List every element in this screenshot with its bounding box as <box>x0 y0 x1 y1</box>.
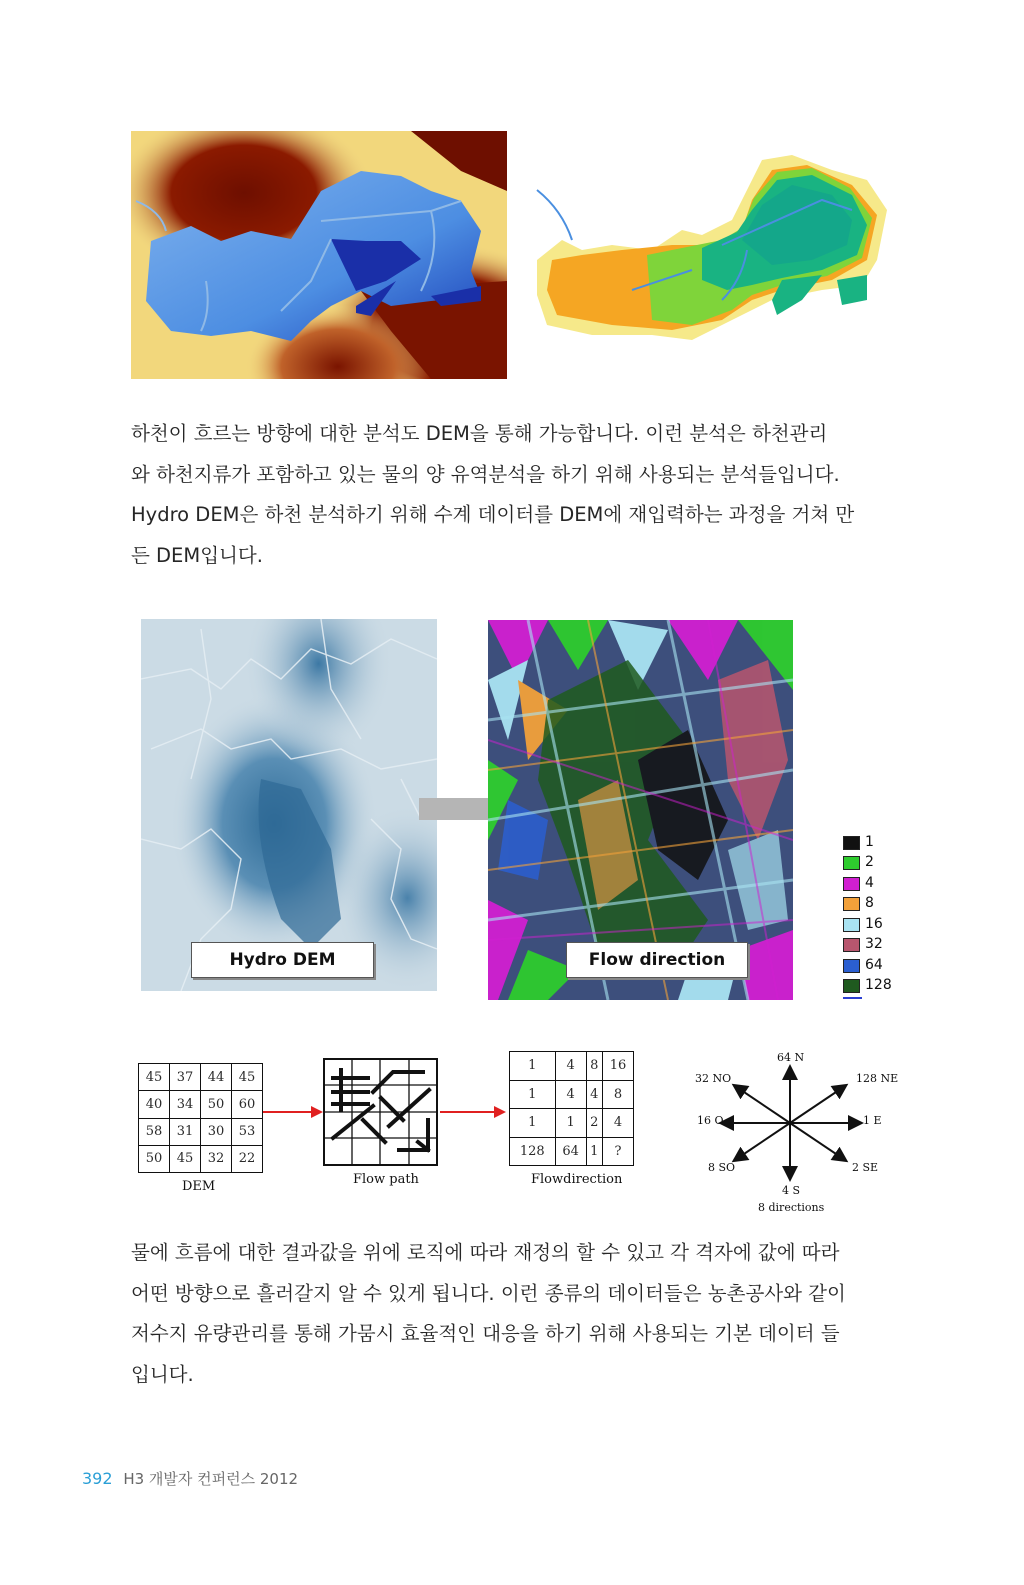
hydro-dem-map <box>141 619 437 991</box>
grid-cell: 37 <box>170 1064 201 1091</box>
grid-cell: 22 <box>232 1145 263 1172</box>
flow-path-caption: Flow path <box>353 1172 419 1187</box>
paragraph-line: 어떤 방향으로 흘러갈지 알 수 있게 됩니다. 이런 종류의 데이터들은 농촌공사와 같이 <box>131 1281 846 1305</box>
flow-direction-label: Flow direction <box>566 942 748 978</box>
legend-label: 4 <box>865 875 874 891</box>
grid-cell: 58 <box>139 1118 170 1145</box>
grid-cell: 1 <box>510 1052 556 1081</box>
grid-cell: 45 <box>170 1145 201 1172</box>
paragraph-line: 물에 흐름에 대한 결과값을 위에 로직에 따라 재정의 할 수 있고 각 격자에 값에 따라 <box>131 1241 840 1264</box>
grid-cell: 2 <box>586 1109 602 1138</box>
grid-cell: 1 <box>510 1109 556 1138</box>
legend-swatch <box>843 918 860 932</box>
legend-swatch <box>843 897 860 911</box>
compass-e-label: 1 E <box>863 1114 882 1127</box>
page-footer <box>82 1468 298 1489</box>
grid-cell: 8 <box>586 1052 602 1081</box>
grid-cell: 50 <box>201 1091 232 1118</box>
legend-label: 2 <box>865 854 874 870</box>
legend-swatch <box>843 959 860 973</box>
grid-cell: 1 <box>510 1080 556 1109</box>
grid-cell: 53 <box>232 1118 263 1145</box>
legend-label: 64 <box>865 957 883 973</box>
compass-n-label: 64 N <box>777 1051 805 1064</box>
grid-cell: 8 <box>602 1080 633 1109</box>
flow-path-diagram <box>323 1058 438 1166</box>
red-arrow-1 <box>263 1104 325 1120</box>
legend-label: 128 <box>865 977 892 993</box>
flow-direction-caption: Flowdirection <box>531 1172 623 1187</box>
compass-sw-label: 8 SO <box>708 1161 736 1174</box>
grid-cell: 128 <box>510 1137 556 1166</box>
dem-grid <box>138 1063 263 1173</box>
legend-underline <box>843 997 862 999</box>
legend-label: 32 <box>865 936 883 952</box>
hydro-dem-label: Hydro DEM <box>191 942 374 978</box>
paragraph-line: 하천이 흐르는 방향에 대한 분석도 DEM을 통해 가능합니다. 이런 분석은 하천관리 <box>131 422 828 445</box>
flow-direction-grid <box>509 1051 634 1166</box>
dem-slope-map <box>532 150 892 340</box>
grid-cell: 1 <box>555 1109 586 1138</box>
dem-caption: DEM <box>182 1179 216 1194</box>
grid-cell: 32 <box>201 1145 232 1172</box>
compass-caption: 8 directions <box>758 1201 825 1214</box>
footer-title: H3 개발자 컨퍼런스 2012 <box>123 1470 299 1488</box>
grid-cell: 60 <box>232 1091 263 1118</box>
legend-swatch <box>843 979 860 993</box>
compass-nw-label: 32 NO <box>695 1072 732 1085</box>
grid-cell: 30 <box>201 1118 232 1145</box>
grid-cell: 44 <box>201 1064 232 1091</box>
compass-ne-label: 128 NE <box>856 1072 899 1085</box>
legend-swatch <box>843 856 860 870</box>
intro-paragraph <box>131 414 876 576</box>
result-paragraph <box>131 1233 876 1395</box>
grid-cell: 64 <box>555 1137 586 1166</box>
grid-cell: 34 <box>170 1091 201 1118</box>
grid-cell: 1 <box>586 1137 602 1166</box>
compass-se-label: 2 SE <box>852 1161 879 1174</box>
grid-cell: 16 <box>602 1052 633 1081</box>
grid-cell: 40 <box>139 1091 170 1118</box>
grid-cell: 45 <box>139 1064 170 1091</box>
legend-swatch <box>843 877 860 891</box>
grid-cell: ? <box>602 1137 633 1166</box>
legend-swatch <box>843 836 860 850</box>
grid-cell: 31 <box>170 1118 201 1145</box>
grid-cell: 45 <box>232 1064 263 1091</box>
grid-cell: 4 <box>555 1052 586 1081</box>
paragraph-line: 든 DEM입니다. <box>131 543 263 567</box>
grid-cell: 4 <box>602 1109 633 1138</box>
legend-label: 1 <box>865 834 874 850</box>
grid-cell: 4 <box>586 1080 602 1109</box>
grid-cell: 4 <box>555 1080 586 1109</box>
legend-swatch <box>843 938 860 952</box>
dem-elevation-map <box>131 131 507 379</box>
paragraph-line: 저수지 유량관리를 통해 가뭄시 효율적인 대응을 하기 위해 사용되는 기본 데이터 들 <box>131 1322 840 1345</box>
grid-cell: 50 <box>139 1145 170 1172</box>
page-number: 392 <box>82 1469 113 1488</box>
paragraph-line: Hydro DEM은 하천 분석하기 위해 수계 데이터를 DEM에 재입력하는 과정을 거쳐 만 <box>131 503 855 526</box>
red-arrow-2 <box>440 1104 508 1120</box>
paragraph-line: 와 하천지류가 포함하고 있는 물의 양 유역분석을 하기 위해 사용되는 분석들입니다. <box>131 462 840 486</box>
paragraph-line: 입니다. <box>131 1362 194 1386</box>
compass-w-label: 16 O <box>697 1114 724 1127</box>
legend-label: 16 <box>865 916 883 932</box>
legend-label: 8 <box>865 895 874 911</box>
compass-s-label: 4 S <box>782 1184 801 1197</box>
